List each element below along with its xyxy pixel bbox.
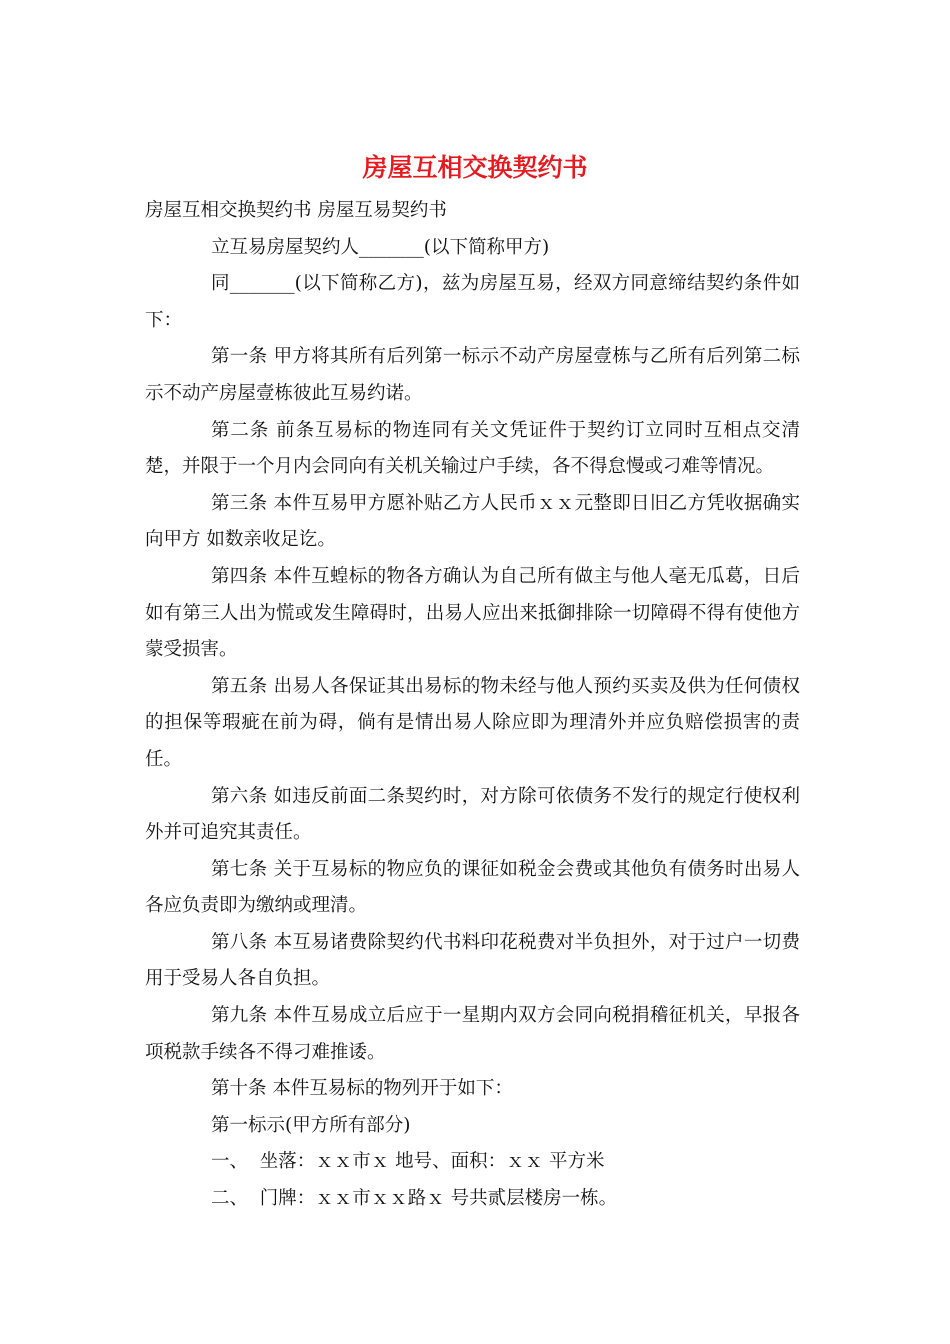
article-1: 第一条 甲方将其所有后列第一标示不动产房屋壹栋与乙所有后列第二标示不动产房屋壹栋彼此互易约诺。 — [145, 346, 800, 404]
party-b-line: 同_______(以下简称乙方)，兹为房屋互易，经双方同意缔结契约条件如下： — [145, 273, 800, 331]
article-5: 第五条 出易人各保证其出易标的物未经与他人预约买卖及供为任何债权的担保等瑕疵在前为碍，倘有是情出易人除应即为理清外并应负赔偿损害的责任。 — [145, 675, 800, 770]
article-8: 第八条 本互易诸费除契约代书料印花税费对半负担外，对于过户一切费用于受易人各自负担。 — [145, 931, 800, 990]
article-6: 第六条 如违反前面二条契约时，对方除可依债务不发行的规定行使权利外并可追究其责任。 — [145, 785, 800, 844]
document-title: 房屋互相交换契约书 — [362, 153, 588, 182]
schedule-1-item-1: 一、 坐落：ｘｘ市ｘ 地号、面积：ｘｘ 平方米 — [211, 1151, 605, 1173]
schedule-1-heading: 第一标示(甲方所有部分) — [211, 1114, 411, 1136]
schedule-1-item-2: 二、 门牌：ｘｘ市ｘｘ路ｘ 号共贰层楼房一栋。 — [211, 1188, 618, 1210]
party-a-line: 立互易房屋契约人_______(以下简称甲方) — [211, 236, 550, 258]
document-body — [145, 193, 800, 1218]
article-10: 第十条 本件互易标的物列开于如下： — [211, 1078, 513, 1100]
doc-subtitle: 房屋互相交换契约书 房屋互易契约书 — [145, 200, 447, 221]
article-7: 第七条 关于互易标的物应负的课征如税金会费或其他负有债务时出易人各应负责即为缴纳或理清。 — [145, 858, 800, 917]
article-3: 第三条 本件互易甲方愿补贴乙方人民币ｘｘ元整即日旧乙方凭收据确实向甲方 如数亲收足讫。 — [145, 492, 800, 551]
article-2: 第二条 前条互易标的物连同有关文凭证件于契约订立同时互相点交清楚，并限于一个月内会同向有关机关输过户手续，各不得怠慢或刁难等情况。 — [145, 419, 800, 478]
article-4: 第四条 本件互蝗标的物各方确认为自己所有做主与他人毫无瓜葛，日后如有第三人出为慌或发生障碍时，出易人应出来抵御排除一切障碍不得有使他方蒙受损害。 — [145, 565, 800, 661]
article-9: 第九条 本件互易成立后应于一星期内双方会同向税捐稽征机关，早报各项税款手续各不得刁难推诿。 — [145, 1005, 800, 1063]
